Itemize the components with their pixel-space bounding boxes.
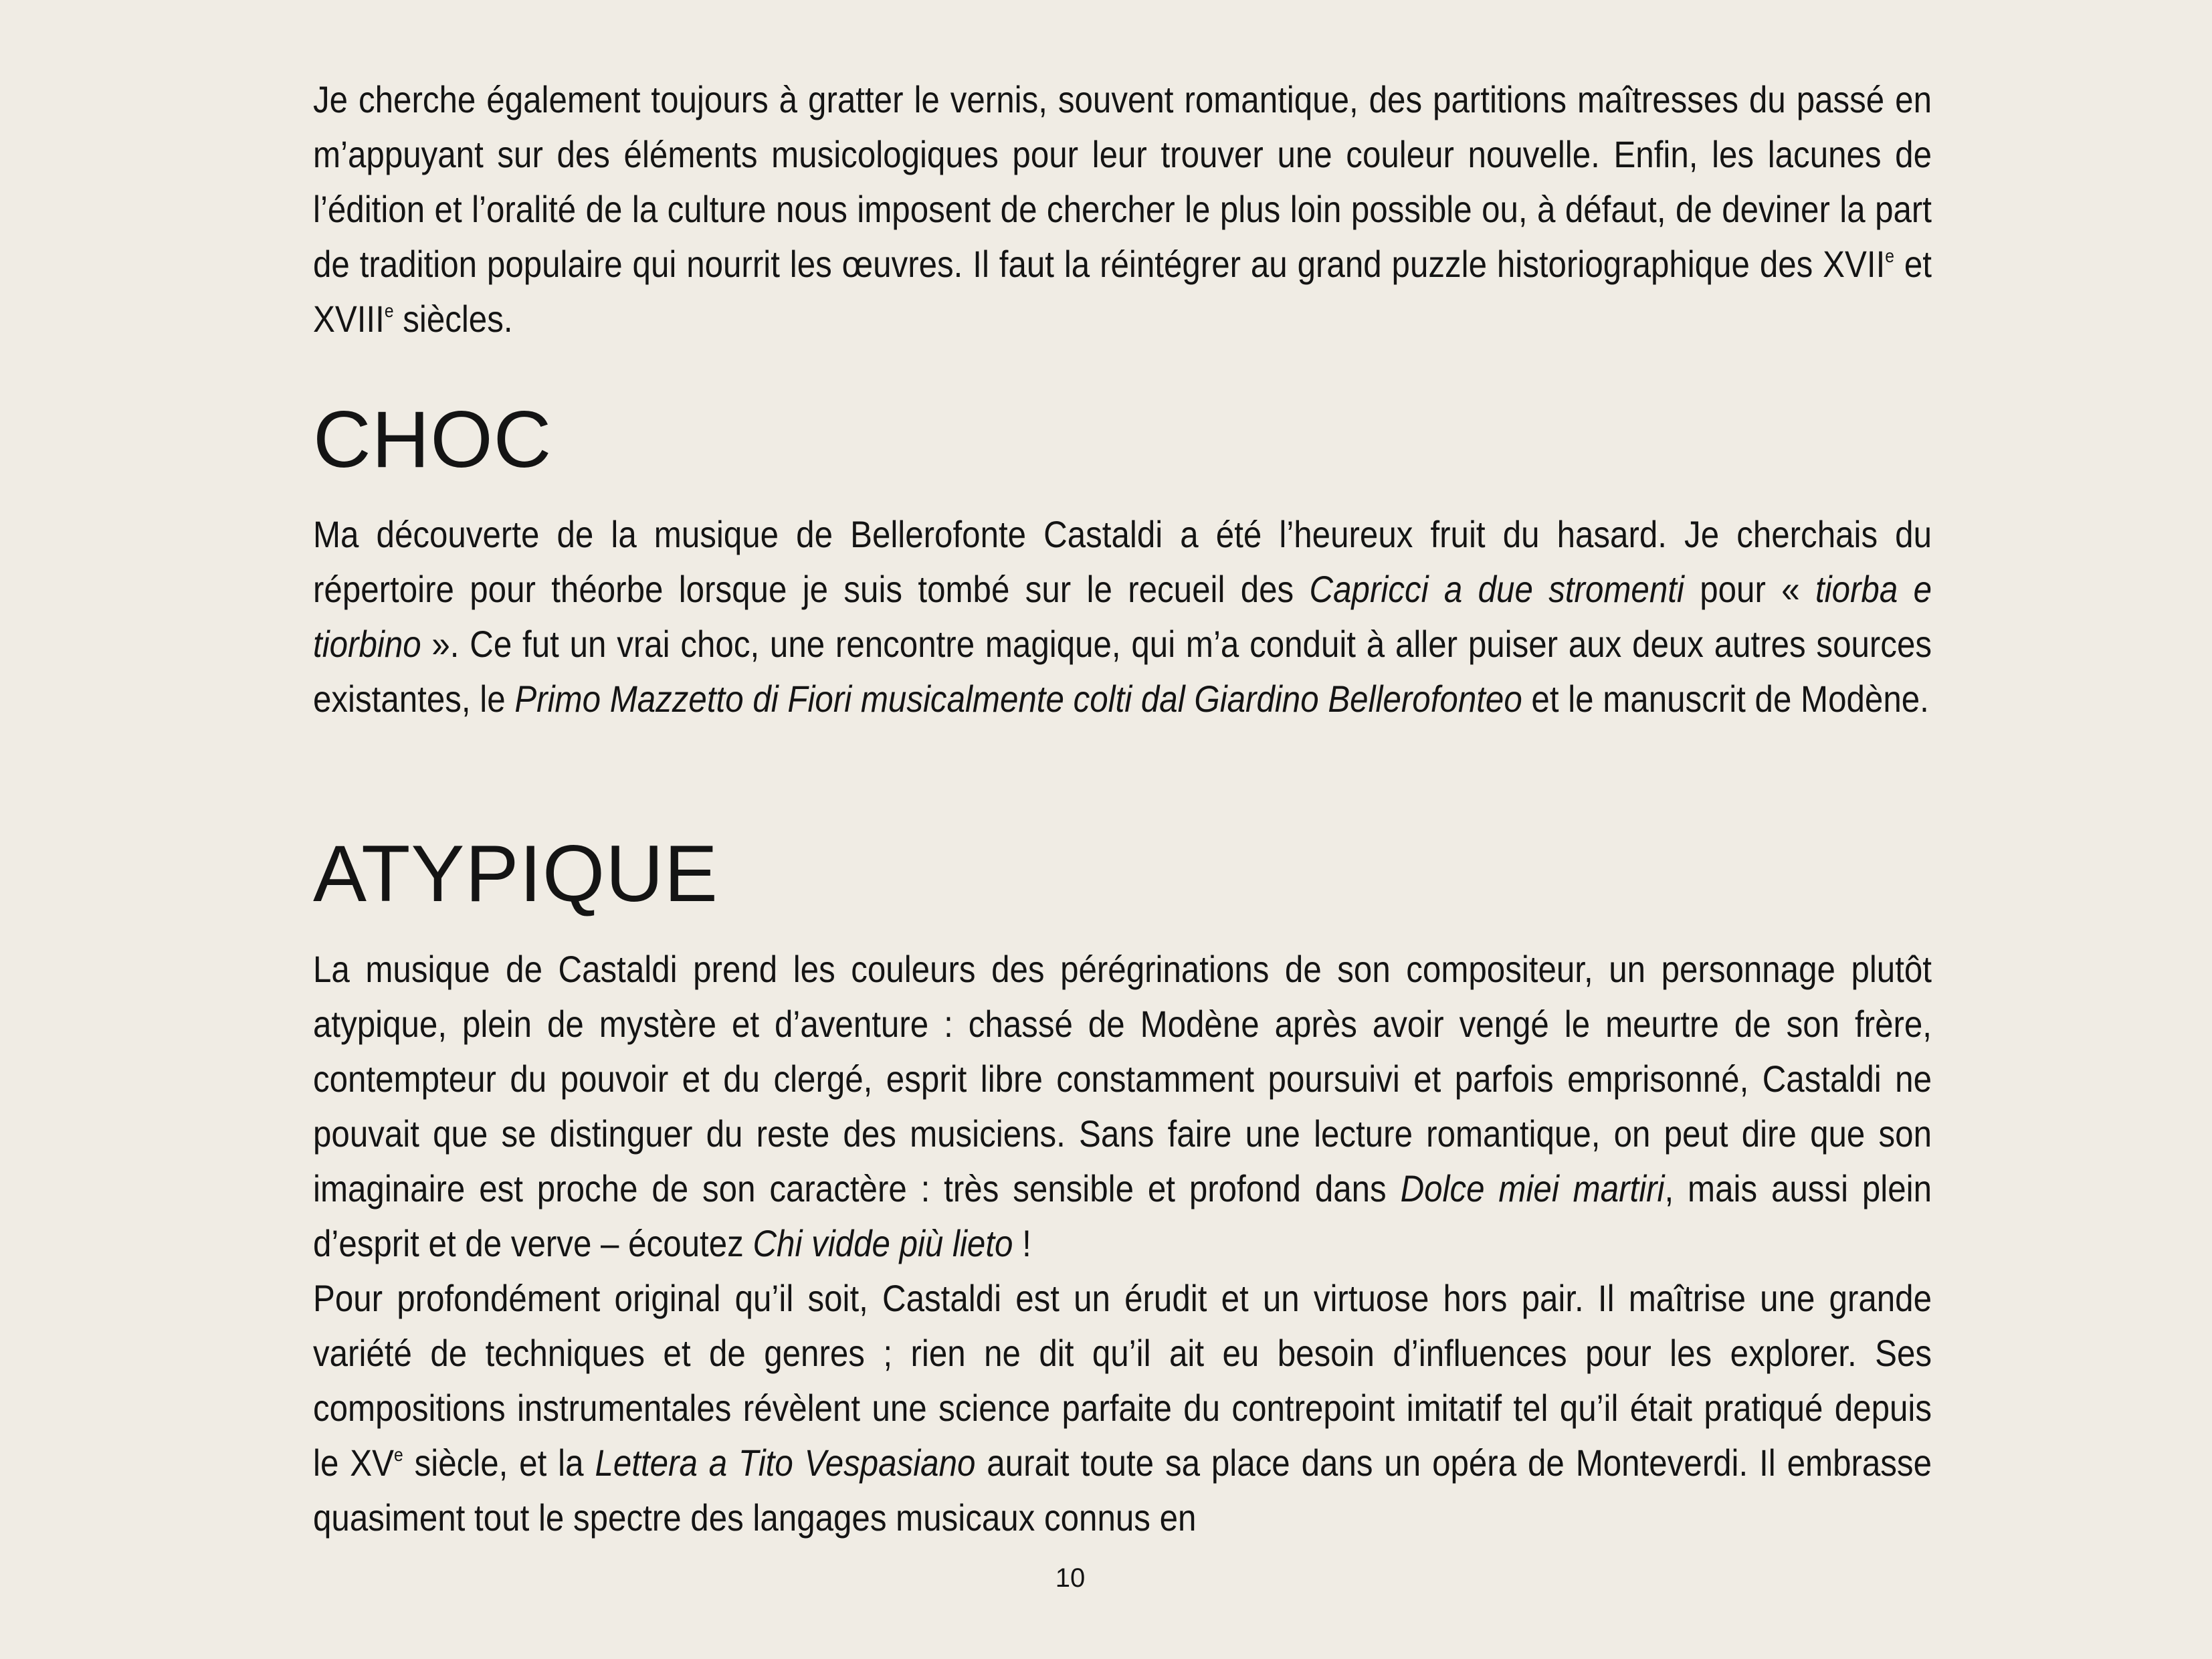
choc-italic-tiorba: tiorba e tiorbino <box>313 568 1932 665</box>
intro-paragraph <box>313 72 1932 347</box>
choc-text-4: et le manuscrit de Modène. <box>1522 678 1929 720</box>
atypique-italic-dolce: Dolce miei martiri <box>1400 1167 1665 1209</box>
atypique-italic-lettera: Lettera a Tito Vespasiano <box>595 1442 976 1484</box>
atypique-p2-text-1: Pour profondément original qu’il soit, Castaldi est un érudit et un virtuose hors pair. Il maîtrise une grande variété de techniques et de genres ; rien ne dit qu’il ait eu besoin d’influences pour les explorer. Ses compositions instrumentales révèlent une science parfaite du contrepoint imitatif tel qu’il était pratiqué depuis le XV <box>313 1277 1932 1484</box>
superscript-e: e <box>384 300 394 321</box>
intro-text-3: siècles. <box>393 298 513 340</box>
page-number: 10 <box>1055 1563 1086 1593</box>
heading-atypique: ATYPIQUE <box>313 829 718 918</box>
atypique-paragraph-2 <box>313 1271 1932 1545</box>
choc-text-1: Ma découverte de la musique de Bellerofonte Castaldi a été l’heureux fruit du hasard. Je cherchais du répertoire pour théorbe lorsque je suis tombé sur le recueil des <box>313 513 1932 610</box>
atypique-paragraph-1 <box>313 942 1932 1271</box>
intro-text-1: Je cherche également toujours à gratter le vernis, souvent romantique, des partitions maîtresses du passé en m’appuyant sur des éléments musicologiques pour leur trouver une couleur nouvelle. Enfin, les lacunes de l’édition et l’oralité de la culture nous imposent de chercher le plus loin possible ou, à défaut, de deviner la part de tradition populaire qui nourrit les œuvres. Il faut la réintégrer au grand puzzle historiographique des XVII <box>313 78 1932 285</box>
atypique-italic-chi-vidde: Chi vidde più lieto <box>752 1222 1013 1264</box>
superscript-e: e <box>394 1444 403 1465</box>
choc-italic-capricci: Capricci a due stromenti <box>1309 568 1684 610</box>
atypique-p1-text-1: La musique de Castaldi prend les couleurs des pérégrinations de son compositeur, un personnage plutôt atypique, plein de mystère et d’aventure : chassé de Modène après avoir vengé le meurtre de son frère, contempteur du pouvoir et du clergé, esprit libre constamment poursuivi et parfois emprisonné, Castaldi ne pouvait que se distinguer du reste des musiciens. Sans faire une lecture romantique, on peut dire que son imaginaire est proche de son caractère : très sensible et profond dans <box>313 948 1932 1209</box>
choc-text-3: ». Ce fut un vrai choc, une rencontre magique, qui m’a conduit à aller puiser aux deux autres sources existantes, le <box>313 623 1932 720</box>
atypique-p1-text-3: ! <box>1013 1222 1031 1264</box>
atypique-p2-text-2: siècle, et la <box>403 1442 595 1484</box>
intro-text-2: et XVIII <box>313 243 1932 340</box>
document-page <box>313 0 1932 1659</box>
choc-paragraph <box>313 507 1932 726</box>
superscript-e: e <box>1885 246 1895 266</box>
choc-text-2: pour « <box>1684 568 1815 610</box>
atypique-p1-text-2: , mais aussi plein d’esprit et de verve – écoutez <box>313 1167 1932 1264</box>
atypique-p2-text-3: aurait toute sa place dans un opéra de Monteverdi. Il embrasse quasiment tout le spectre des langages musicaux connus en <box>313 1442 1932 1539</box>
heading-choc: CHOC <box>313 395 552 484</box>
choc-italic-mazzetto: Primo Mazzetto di Fiori musicalmente colti dal Giardino Bellerofonteo <box>514 678 1522 720</box>
